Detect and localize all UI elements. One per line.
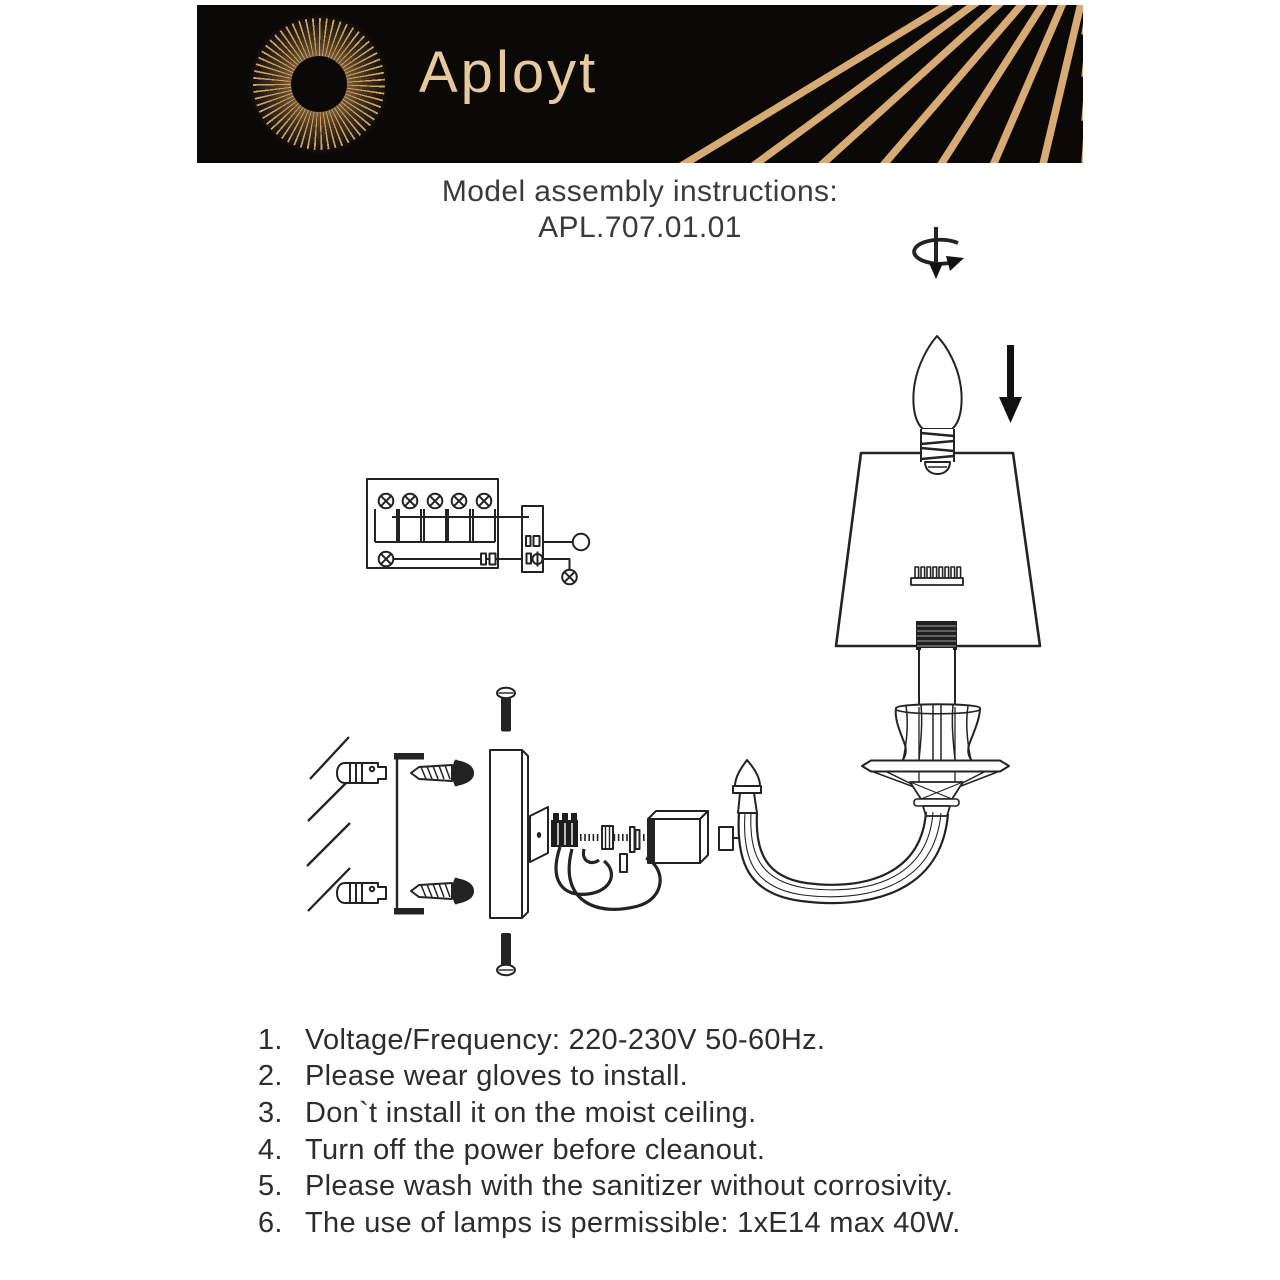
list-item xyxy=(258,1132,961,1169)
list-item xyxy=(258,1059,961,1096)
item-number: 1. xyxy=(258,1023,283,1056)
rotation-arrow-icon xyxy=(914,227,964,279)
item-text: Please wash with the sanitizer without corrosivity. xyxy=(305,1170,954,1203)
list-item xyxy=(258,1095,961,1132)
item-text: Turn off the power before cleanout. xyxy=(305,1133,766,1166)
bobeche xyxy=(862,761,1009,817)
machine-screw-bottom-icon xyxy=(497,933,515,975)
item-number: 2. xyxy=(258,1060,283,1093)
connector-block xyxy=(522,506,543,572)
title-line-2: APL.707.01.01 xyxy=(538,211,742,244)
backplate xyxy=(490,750,528,918)
terminal-assembly xyxy=(530,807,660,909)
instruction-list xyxy=(258,1022,961,1242)
coupler-box xyxy=(648,811,708,863)
down-arrow-icon xyxy=(999,345,1022,423)
bulb xyxy=(913,336,961,474)
list-item xyxy=(258,1022,961,1059)
wall-mounting-figure xyxy=(307,688,740,975)
item-number: 5. xyxy=(258,1170,283,1203)
candle-sleeve xyxy=(919,648,955,707)
finial xyxy=(733,760,761,813)
threaded-rod-assembly xyxy=(580,826,648,872)
sconce-figure xyxy=(733,227,1040,903)
title-line-1: Model assembly instructions: xyxy=(441,175,839,208)
lamp-socket xyxy=(916,621,957,650)
brand-name: Aployt xyxy=(419,40,599,105)
screw-icon xyxy=(411,760,474,787)
item-number: 3. xyxy=(258,1096,283,1129)
item-text: Voltage/Frequency: 220-230V 50-60Hz. xyxy=(305,1023,826,1056)
arm xyxy=(739,812,948,903)
list-item xyxy=(258,1168,961,1205)
wall-anchor-icon xyxy=(337,763,386,783)
item-text: Please wear gloves to install. xyxy=(305,1060,688,1093)
wiring-diagram-figure xyxy=(367,479,589,584)
machine-screw-top-icon xyxy=(497,688,515,732)
item-text: Don`t install it on the moist ceiling. xyxy=(305,1096,757,1129)
item-number: 4. xyxy=(258,1133,283,1166)
lampshade xyxy=(836,453,1040,646)
glass-cup xyxy=(896,704,980,761)
item-number: 6. xyxy=(258,1206,283,1239)
arm-connector-block xyxy=(719,827,733,850)
shade-vent-detail xyxy=(911,567,963,585)
item-text: The use of lamps is permissible: 1xE14 max 40W. xyxy=(305,1206,961,1239)
list-item xyxy=(258,1205,961,1242)
